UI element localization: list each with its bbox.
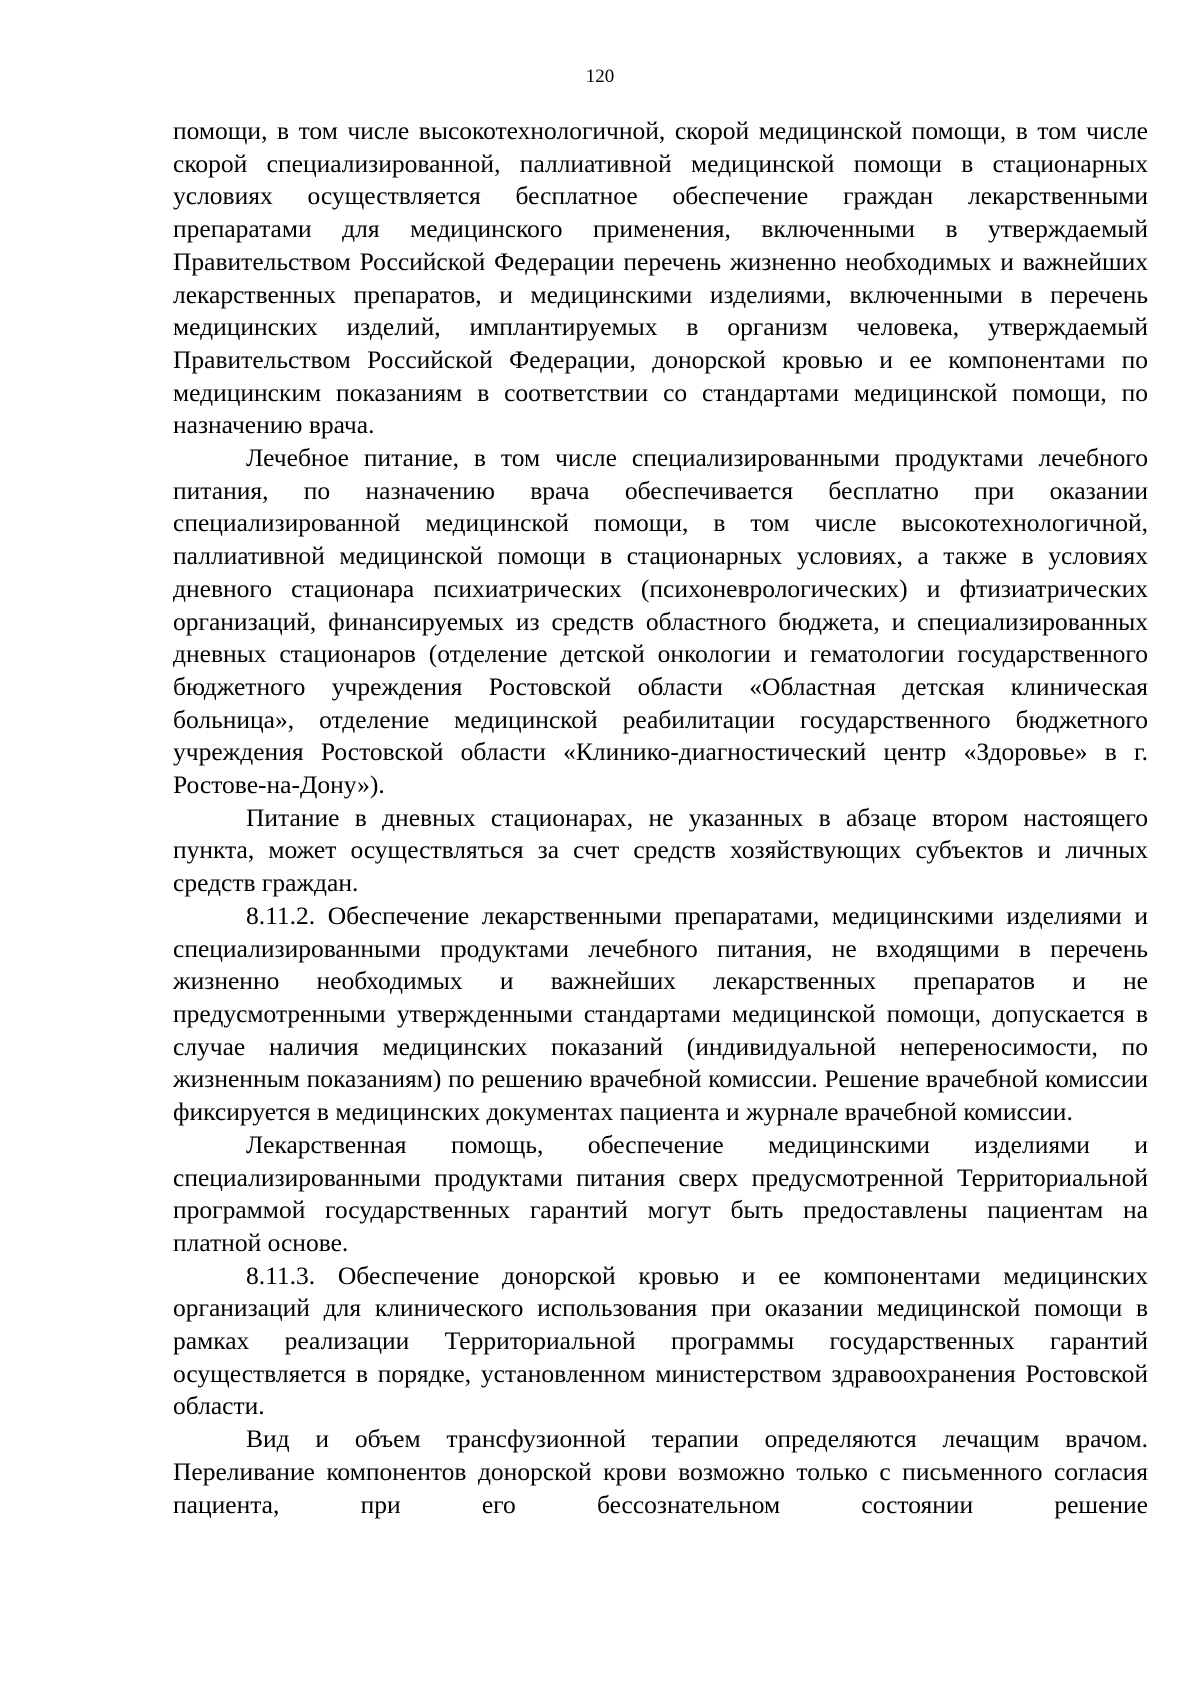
paragraph-8-11-3: 8.11.3. Обеспечение донорской кровью и ее компонентами медицинских организаций для клинического использования при оказании медицинской помощи в рамках реализации Территориальной программы государственных гарантий осуществляется в порядке, установленном министерством здравоохранения Ростовской области.	[173, 1260, 1148, 1421]
paragraph-medical-supply-continuation: помощи, в том числе высокотехнологичной, скорой медицинской помощи, в том числе скорой специализированной, паллиативной медицинской помощи в стационарных условиях осуществляется бесплатное обеспечение граждан лекарственными препаратами для медицинского применения, включенными в утверждаемый Правительством Российской Федерации перечень жизненно необходимых и важнейших лекарственных препаратов, и медицинскими изделиями, включенными в перечень медицинских изделий, имплантируемых в организм человека, утверждаемый Правительством Российской Федерации, донорской кровью и ее компонентами по медицинским показаниям в соответствии со стандартами медицинской помощи, по назначению врача.	[173, 116, 1148, 440]
paragraph-transfusion-therapy: Вид и объем трансфузионной терапии определяются лечащим врачом. Переливание компонентов донорской крови возможно только с письменного согласия пациента, при его бессознательном состоянии решение	[173, 1424, 1148, 1519]
paragraph-8-11-2: 8.11.2. Обеспечение лекарственными препаратами, медицинскими изделиями и специализированными продуктами лечебного питания, не входящими в перечень жизненно необходимых и важнейших лекарственных препаратов и не предусмотренными утвержденными стандартами медицинской помощи, допускается в случае наличия медицинских показаний (индивидуальной непереносимости, по жизненным показаниям) по решению врачебной комиссии. Решение врачебной комиссии фиксируется в медицинских документах пациента и журнале врачебной комиссии.	[173, 900, 1148, 1127]
paragraph-day-hospital-nutrition: Питание в дневных стационарах, не указанных в абзаце втором настоящего пункта, может осуществляться за счет средств хозяйствующих субъектов и личных средств граждан.	[173, 802, 1148, 898]
paragraph-paid-medication: Лекарственная помощь, обеспечение медицинскими изделиями и специализированными продуктами питания сверх предусмотренной Территориальной программой государственных гарантий могут быть предоставлены пациентам на платной основе.	[173, 1129, 1148, 1257]
page-number: 120	[585, 66, 615, 87]
paragraph-therapeutic-nutrition: Лечебное питание, в том числе специализированными продуктами лечебного питания, по назначению врача обеспечивается бесплатно при оказании специализированной медицинской помощи, в том числе высокотехнологичной, паллиативной медицинской помощи в стационарных условиях, а также в условиях дневного стационара психиатрических (психоневрологических) и фтизиатрических организаций, финансируемых из средств областного бюджета, и специализированных дневных стационаров (отделение детской онкологии и гематологии государственного бюджетного учреждения Ростовской области «Областная детская клиническая больница», отделение медицинской реабилитации государственного бюджетного учреждения Ростовской области «Клинико-диагностический центр «Здоровье» в г. Ростове-на-Дону»).	[173, 443, 1148, 800]
document-body	[173, 115, 1148, 1521]
